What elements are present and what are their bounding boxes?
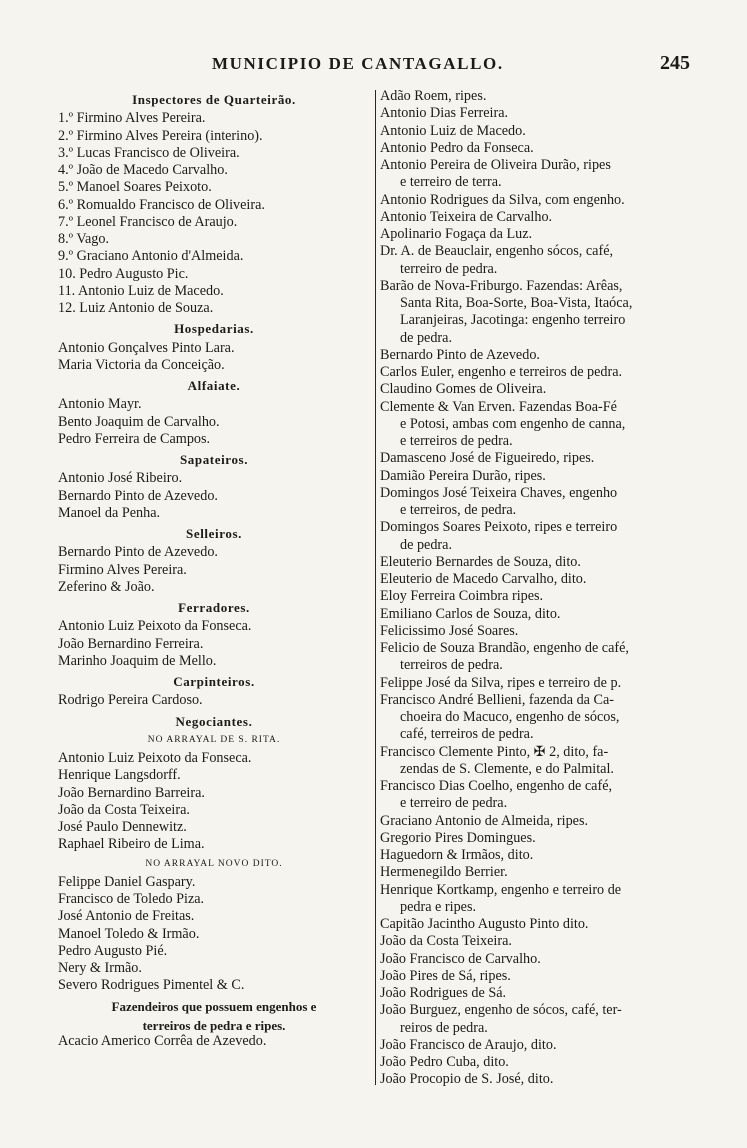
- entry-line: Francisco André Bellieni, fazenda da Ca-: [380, 691, 615, 708]
- inspector-entry: 11. Antonio Luiz de Macedo.: [58, 282, 224, 299]
- entry-line: Bernardo Pinto de Azevedo.: [380, 346, 540, 363]
- entry-line: Domingos José Teixeira Chaves, engenho: [380, 484, 618, 501]
- fazendeiro-entry: [380, 347, 700, 364]
- negociante-entry: Francisco de Toledo Piza.: [58, 891, 205, 907]
- fazendeiro-entry: Acacio Americo Corrêa de Azevedo.: [58, 1032, 267, 1049]
- inspector-entry: 5.º Manoel Soares Peixoto.: [58, 179, 212, 196]
- sapateiro-entry: Antonio José Ribeiro.: [58, 470, 183, 487]
- sapateiro-entry: Bernardo Pinto de Azevedo.: [58, 487, 218, 504]
- entry-line: Eleuterio Bernardes de Souza, dito.: [380, 553, 581, 570]
- fazendeiro-entry: [380, 209, 700, 226]
- section-heading-sapateiros: Sapateiros.: [179, 452, 249, 467]
- ferrador-entry: Marinho Joaquim de Mello.: [58, 652, 217, 669]
- negociante-entry: Henrique Langsdorff.: [58, 767, 181, 784]
- fazendeiro-entry: [380, 105, 700, 122]
- entry-continuation: e terreiros, de pedra.: [400, 502, 517, 518]
- fazendeiro-entry: [380, 399, 700, 451]
- negociante-entry: Felippe Daniel Gaspary.: [58, 873, 196, 890]
- entry-line: João Procopio de S. José, dito.: [380, 1071, 554, 1088]
- entry-continuation: de pedra.: [400, 536, 452, 553]
- entry-line: Haguedorn & Irmãos, dito.: [380, 847, 534, 863]
- entry-line: João Pires de Sá, ripes.: [380, 967, 511, 984]
- fazendeiro-entry: [380, 450, 700, 467]
- negociante-entry: Antonio Luiz Peixoto da Fonseca.: [58, 750, 252, 766]
- entry-line: Henrique Kortkamp, engenho e terreiro de: [380, 881, 622, 898]
- entry-line: João Burguez, engenho de sócos, café, ter-: [380, 1002, 622, 1019]
- fazendeiro-entry: [380, 933, 700, 950]
- fazendeiro-entry: [380, 623, 700, 640]
- fazendeiro-entry: [380, 1037, 700, 1054]
- entry-continuation: café, terreiros de pedra.: [400, 726, 534, 743]
- entry-line: Dr. A. de Beauclair, engenho sócos, café,: [380, 243, 614, 260]
- fazendeiro-entry: [380, 468, 700, 485]
- inspector-entry: 4.º João de Macedo Carvalho.: [58, 162, 228, 178]
- fazendeiro-entry: [380, 588, 700, 605]
- entry-line: João Francisco de Araujo, dito.: [380, 1036, 557, 1053]
- right-column: [380, 88, 700, 1089]
- entry-line: Claudino Gomes de Oliveira.: [380, 381, 547, 398]
- section-heading-selleiros: Selleiros.: [186, 526, 242, 541]
- page-title: MUNICIPIO DE CANTAGALLO.: [212, 54, 504, 73]
- entry-continuation: e terreiros de pedra.: [400, 433, 513, 449]
- page-number: 245: [660, 52, 690, 74]
- selleiro-entry: Bernardo Pinto de Azevedo.: [58, 544, 218, 561]
- entry-line: Carlos Euler, engenho e terreiros de pedra.: [380, 364, 623, 380]
- alfaiate-entry: Pedro Ferreira de Campos.: [58, 430, 211, 447]
- entry-continuation: e terreiro de pedra.: [400, 795, 508, 812]
- entry-continuation: reiros de pedra.: [400, 1019, 488, 1036]
- fazendeiro-entry: [380, 1002, 700, 1037]
- section-heading-inspectores: Inspectores de Quarteirão.: [132, 92, 296, 107]
- entry-continuation: Santa Rita, Boa-Sorte, Boa-Vista, Itaóca,: [400, 295, 633, 311]
- fazendeiro-entry: [380, 968, 700, 985]
- negociante-entry: Pedro Augusto Pié.: [58, 942, 168, 959]
- inspector-entry: 7.º Leonel Francisco de Araujo.: [58, 213, 238, 230]
- section-heading-alfaiate: Alfaiate.: [187, 378, 241, 393]
- entry-line: Emiliano Carlos de Souza, dito.: [380, 605, 561, 622]
- fazendeiro-entry: [380, 140, 700, 157]
- section-heading-carpinteiros: Carpinteiros.: [173, 674, 255, 689]
- section-heading-fazendeiros-cont: terreiros de pedra e ripes.: [142, 1017, 286, 1033]
- fazendeiro-entry: [380, 192, 700, 209]
- section-heading-negociantes: Negociantes.: [175, 713, 253, 729]
- alfaiate-entry: Antonio Mayr.: [58, 396, 142, 413]
- entry-line: Damasceno José de Figueiredo, ripes.: [380, 450, 595, 467]
- fazendeiro-entry: [380, 571, 700, 588]
- entry-line: Damião Pereira Durão, ripes.: [380, 467, 546, 484]
- entry-line: Antonio Luiz de Macedo.: [380, 122, 526, 139]
- entry-continuation: zendas de S. Clemente, e do Palmital.: [400, 760, 614, 777]
- fazendeiro-entry: [380, 778, 700, 813]
- fazendeiro-entry: [380, 278, 700, 347]
- negociante-entry: João da Costa Teixeira.: [58, 801, 190, 818]
- carpinteiro-entry: Rodrigo Pereira Cardoso.: [58, 692, 203, 709]
- inspector-entry: 12. Luiz Antonio de Souza.: [58, 300, 214, 316]
- entry-line: Adão Roem, ripes.: [380, 88, 487, 104]
- entry-line: João da Costa Teixeira.: [380, 933, 512, 950]
- fazendeiro-entry: [380, 554, 700, 571]
- section-heading-fazendeiros: Fazendeiros que possuem engenhos e: [111, 998, 317, 1014]
- entry-continuation: de pedra.: [400, 329, 452, 346]
- selleiro-entry: Zeferino & João.: [58, 578, 155, 595]
- fazendeiro-entry: [380, 830, 700, 847]
- inspector-entry: 10. Pedro Augusto Pic.: [58, 265, 189, 282]
- fazendeiro-entry: [380, 847, 700, 864]
- fazendeiro-entry: [380, 88, 700, 105]
- inspector-entry: 9.º Graciano Antonio d'Almeida.: [58, 248, 244, 265]
- entry-line: Gregorio Pires Domingues.: [380, 829, 536, 846]
- fazendeiro-entry: [380, 916, 700, 933]
- entry-line: Antonio Dias Ferreira.: [380, 105, 509, 122]
- fazendeiro-entry: [380, 985, 700, 1002]
- fazendeiro-entry: [380, 640, 700, 675]
- entry-line: Francisco Clemente Pinto, ✠ 2, dito, fa-: [380, 743, 609, 760]
- entry-line: Barão de Nova-Friburgo. Fazendas: Arêas,: [380, 277, 623, 294]
- alfaiate-entry: Bento Joaquim de Carvalho.: [58, 413, 220, 430]
- fazendeiro-entry: [380, 813, 700, 830]
- entry-line: Eloy Ferreira Coimbra ripes.: [380, 588, 544, 605]
- entry-line: Clemente & Van Erven. Fazendas Boa-Fé: [380, 398, 617, 415]
- entry-continuation: e terreiro de terra.: [400, 174, 502, 191]
- fazendeiro-entry: [380, 123, 700, 140]
- fazendeiro-entry: [380, 485, 700, 520]
- fazendeiro-entry: [380, 675, 700, 692]
- negociante-entry: João Bernardino Barreira.: [58, 784, 205, 801]
- section-heading-hospedarias: Hospedarias.: [174, 321, 254, 337]
- entry-line: Eleuterio de Macedo Carvalho, dito.: [380, 571, 587, 587]
- inspector-entry: 8.º Vago.: [58, 231, 110, 247]
- ferrador-entry: João Bernardino Ferreira.: [58, 635, 204, 652]
- negociante-entry: Manoel Toledo & Irmão.: [58, 925, 200, 942]
- fazendeiro-entry: [380, 864, 700, 881]
- negociante-entry: Raphael Ribeiro de Lima.: [58, 836, 205, 853]
- entry-line: Antonio Rodrigues da Silva, com engenho.: [380, 191, 625, 208]
- entry-line: Apolinario Fogaça da Luz.: [380, 226, 533, 242]
- hospedaria-entry: Maria Victoria da Conceição.: [58, 356, 225, 373]
- subheading-santa-rita: NO ARRAYAL DE S. RITA.: [147, 734, 281, 745]
- sapateiro-entry: Manoel da Penha.: [58, 504, 161, 521]
- inspector-entry: 3.º Lucas Francisco de Oliveira.: [58, 144, 240, 161]
- fazendeiro-entry: [380, 692, 700, 744]
- negociante-entry: José Antonio de Freitas.: [58, 908, 195, 925]
- fazendeiro-entry: [380, 744, 700, 779]
- fazendeiro-entry: [380, 606, 700, 623]
- entry-line: Antonio Pedro da Fonseca.: [380, 139, 534, 156]
- entry-line: João Francisco de Carvalho.: [380, 950, 541, 967]
- entry-continuation: Laranjeiras, Jacotinga: engenho terreiro: [400, 312, 626, 329]
- entry-line: Francisco Dias Coelho, engenho de café,: [380, 778, 613, 794]
- entry-line: João Rodrigues de Sá.: [380, 985, 507, 1001]
- fazendeiro-entry: [380, 882, 700, 917]
- entry-continuation: choeira do Macuco, engenho de sócos,: [400, 709, 620, 725]
- fazendeiro-entry: [380, 951, 700, 968]
- entry-continuation: terreiro de pedra.: [400, 260, 498, 277]
- fazendeiro-entry: [380, 1054, 700, 1071]
- inspector-entry: 6.º Romualdo Francisco de Oliveira.: [58, 196, 265, 213]
- entry-continuation: terreiros de pedra.: [400, 657, 503, 674]
- inspector-entry: 1.º Firmino Alves Pereira.: [58, 110, 206, 127]
- entry-line: Felippe José da Silva, ripes e terreiro de p.: [380, 674, 622, 691]
- subheading-arrayal-novo: NO ARRAYAL NOVO DITO.: [145, 858, 283, 869]
- entry-line: Hermenegildo Berrier.: [380, 864, 508, 881]
- negociante-entry: José Paulo Dennewitz.: [58, 819, 187, 835]
- entry-line: Graciano Antonio de Almeida, ripes.: [380, 812, 589, 829]
- fazendeiro-entry: [380, 1071, 700, 1088]
- fazendeiro-entry: [380, 157, 700, 192]
- selleiro-entry: Firmino Alves Pereira.: [58, 561, 187, 578]
- fazendeiro-entry: [380, 381, 700, 398]
- fazendeiro-entry: [380, 519, 700, 554]
- fazendeiro-entry: [380, 226, 700, 243]
- fazendeiro-entry: [380, 243, 700, 278]
- column-divider: [375, 90, 376, 1085]
- entry-line: João Pedro Cuba, dito.: [380, 1054, 509, 1070]
- section-heading-ferradores: Ferradores.: [178, 600, 250, 615]
- fazendeiro-entry: [380, 364, 700, 381]
- negociante-entry: Severo Rodrigues Pimentel & C.: [58, 977, 245, 994]
- ferrador-entry: Antonio Luiz Peixoto da Fonseca.: [58, 618, 252, 635]
- negociante-entry: Nery & Irmão.: [58, 960, 142, 976]
- inspector-entry: 2.º Firmino Alves Pereira (interino).: [58, 127, 263, 144]
- hospedaria-entry: Antonio Gonçalves Pinto Lara.: [58, 339, 235, 356]
- entry-continuation: pedra e ripes.: [400, 898, 477, 915]
- left-column: [58, 88, 370, 1050]
- entry-line: Antonio Pereira de Oliveira Durão, ripes: [380, 157, 611, 173]
- page-header: [0, 54, 747, 80]
- entry-line: Felicio de Souza Brandão, engenho de café,: [380, 640, 629, 656]
- entry-line: Capitão Jacintho Augusto Pinto dito.: [380, 916, 589, 932]
- entry-line: Felicissimo José Soares.: [380, 622, 519, 639]
- entry-continuation: e Potosi, ambas com engenho de canna,: [400, 415, 626, 432]
- entry-line: Domingos Soares Peixoto, ripes e terreiro: [380, 519, 618, 536]
- entry-line: Antonio Teixeira de Carvalho.: [380, 208, 553, 225]
